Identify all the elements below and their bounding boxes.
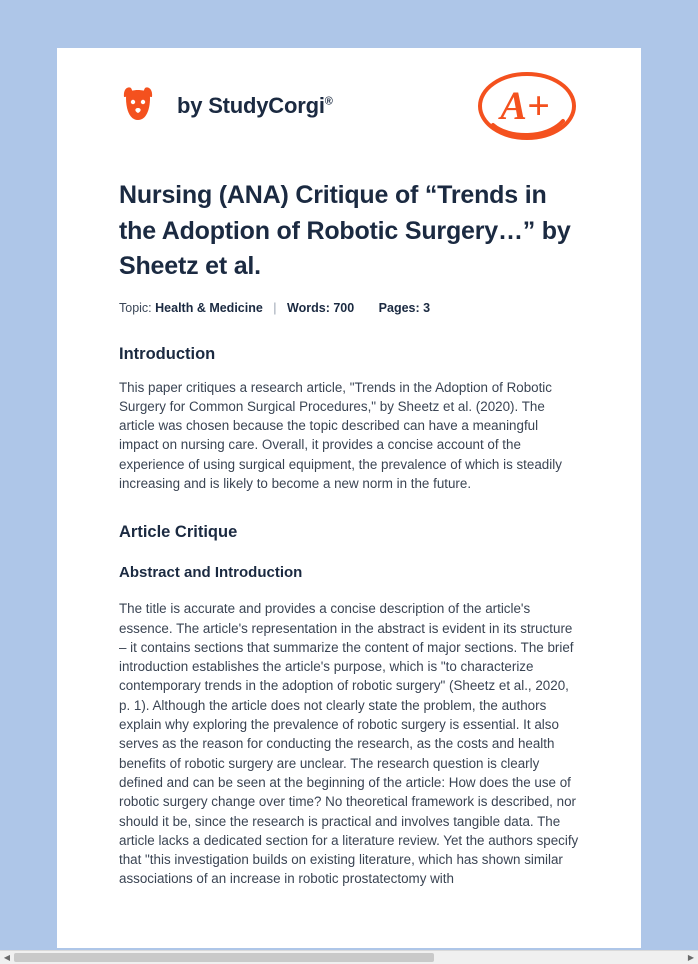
scroll-left-arrow[interactable]: ◀ xyxy=(0,951,14,964)
topic-label: Topic: xyxy=(119,300,152,315)
brand-text xyxy=(177,93,333,119)
page-title: Nursing (ANA) Critique of “Trends in the Adoption of Robotic Surgery…” by Sheetz et al. xyxy=(119,181,571,280)
pages-label: Pages: xyxy=(378,300,420,315)
brand-registered: ® xyxy=(324,95,333,108)
document-page xyxy=(57,48,641,948)
meta-separator: | xyxy=(273,300,277,315)
brand[interactable] xyxy=(119,84,333,128)
brand-by: by xyxy=(177,93,209,118)
section-paragraph-introduction: This paper critiques a research article, "Trends in the Adoption of Robotic Surgery for Common Surgical Procedures," by Sheetz et al. (2020). The article was chosen because the topic described can have a meaningful impact on nursing care. Overall, it provides a concise account of the experience of using surgical equipment, the prevalence of which is steadily increasing and is likely to become a new norm in the future. xyxy=(119,379,562,491)
pages-value: 3 xyxy=(423,300,431,315)
topic-value[interactable]: Health & Medicine xyxy=(155,300,263,315)
section-heading-article-critique: Article Critique xyxy=(119,523,238,542)
section-heading-introduction: Introduction xyxy=(119,344,216,363)
scrollbar-track[interactable] xyxy=(14,951,684,964)
document-inner xyxy=(57,48,641,889)
brand-name: StudyCorgi xyxy=(208,93,325,118)
document-meta xyxy=(119,301,579,315)
subsection-heading-abstract-introduction: Abstract and Introduction xyxy=(119,564,303,582)
corgi-logo-icon xyxy=(119,84,163,128)
svg-text:A+: A+ xyxy=(500,83,550,128)
scroll-right-arrow[interactable]: ▶ xyxy=(684,951,698,964)
scrollbar-thumb[interactable] xyxy=(14,953,434,962)
words-value: 700 xyxy=(333,300,355,315)
horizontal-scrollbar[interactable] xyxy=(0,950,698,964)
words-label: Words: xyxy=(287,300,330,315)
grade-badge xyxy=(475,69,579,143)
document-header xyxy=(119,48,579,126)
section-paragraph-abstract-introduction: The title is accurate and provides a concise description of the article's essence. The article's representation in the abstract is evident in its structure – it contains sections that summarize the content of major sections. The brief introduction establishes the article's purpose, which is "to characterize contemporary trends in the adoption of robotic surgery" (Sheetz et al., 2020, p. 1). Although the article does not clearly state the problem, the authors explain why exploring the prevalence of robotic surgery is essential. It also serves as the reason for conducting the research, as the costs and health benefits of robotic surgery are unclear. The research question is clearly defined and can be seen at the beginning of the article: How does the use of robotic surgery change over time? No theoretical framework is described, nor should it be, since the research is practical and involves tangible data. The article lacks a dedicated section for a literature review. Yet the authors specify that "this investigation builds on existing literature, which has shown similar associations of an increase in robotic prostatectomy with xyxy=(119,601,579,887)
